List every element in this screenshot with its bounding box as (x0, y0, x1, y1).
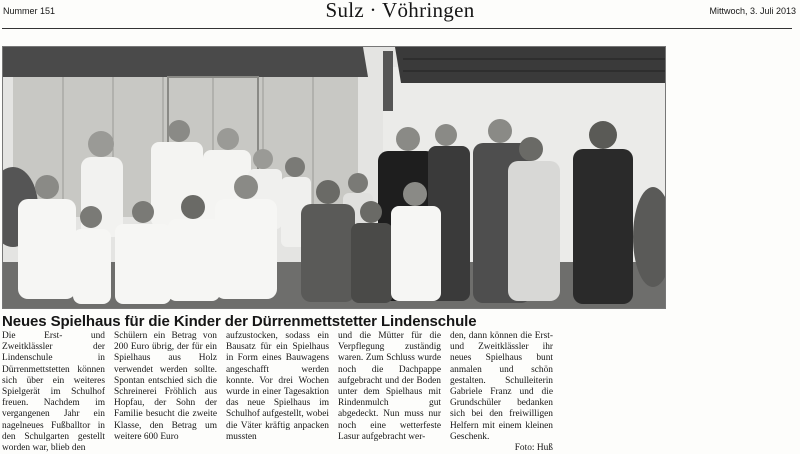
house-roof (395, 47, 665, 83)
group-photo-drawing (3, 47, 665, 308)
section-title: Sulz · Vöhringen (325, 0, 475, 22)
column-text: Schülern ein Betrag von 200 Euro übrig, der für ein Spielhaus aus Holz verwendet werden sollte. Spontan entschied sich die Schreinerei Fröhlich aus Hopfau, der Sohn der Familie besucht die zweite Klasse, den Betrag um weitere 600 Euro (114, 331, 217, 442)
article-body (2, 331, 666, 454)
column-text: Die Erst- und Zweitklässler der Lindenschule in Dürrenmettstetten können sich über ein weiteres Spielgerät im Schulhof freuen. Nachdem im vergangenen Jahr ein nagelneues Fußballtor in den Schulgarten gestellt worden war, blieb den (2, 331, 105, 454)
article-column-4 (338, 331, 441, 443)
issue-date: Mittwoch, 3. Juli 2013 (709, 6, 796, 16)
column-text: und die Mütter für die Verpflegung zuständig waren. Zum Schluss wurde noch die Dachpappe aufgebracht und der Boden unter dem Spielhaus mit Rindenmulch gut abgedeckt. Nun muss nur noch eine wetterfeste Lasur aufgebracht wer- (338, 331, 441, 442)
issue-number: Nummer 151 (3, 6, 56, 16)
column-text: den, dann können die Erst- und Zweitklässler ihr neues Spielhaus bunt anmalen und schön gestalten. Schulleiterin Gabriele Franz und die Grundschüler bedanken sich bei den freiwilligen Helfern mit einem kleinen Geschenk. (450, 331, 553, 442)
article-column-5 (450, 331, 553, 454)
shed-roof (3, 47, 368, 77)
masthead-rule (2, 28, 792, 29)
article-column-3 (226, 331, 329, 443)
article-headline: Neues Spielhaus für die Kinder der Dürrenmettstetter Lindenschule (2, 313, 477, 330)
masthead (0, 0, 800, 30)
group-photo (2, 46, 666, 309)
article-column-1 (2, 331, 105, 454)
column-text: aufzustocken, sodass ein Bausatz für ein Spielhaus in Form eines Bauwagens angeschafft werden konnte. Vor drei Wochen wurde in einer Tagesaktion das neue Spielhaus im Schulhof aufgestellt, wobei die Väter kräftig anpacken mussten (226, 331, 329, 442)
article-column-2 (114, 331, 217, 443)
photo-credit: Foto: Huß (514, 443, 553, 454)
